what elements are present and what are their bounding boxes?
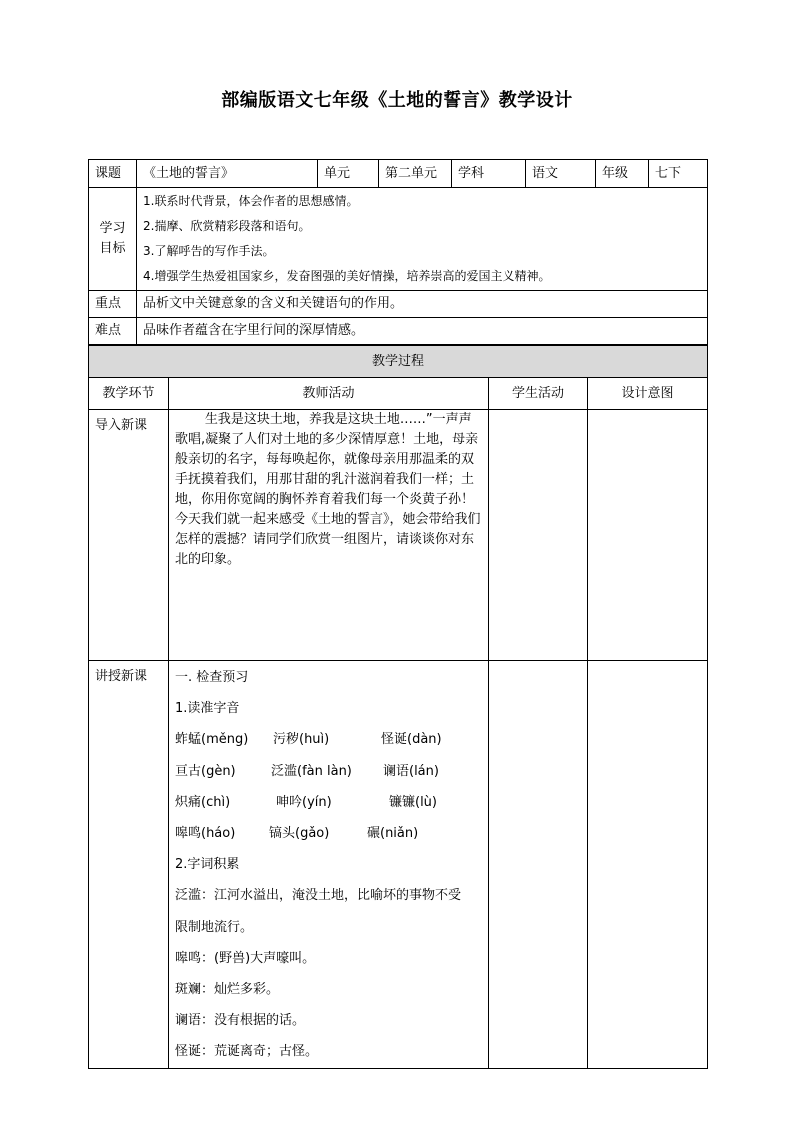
goals-row bbox=[89, 188, 708, 291]
col-student: 学生活动 bbox=[489, 378, 588, 410]
goal-item: 3.了解呼告的写作手法。 bbox=[143, 244, 275, 258]
subsection-heading: 2.字词积累 bbox=[175, 857, 240, 873]
pinyin-row bbox=[175, 756, 482, 787]
pinyin-item: 泛滥(fàn làn) bbox=[271, 763, 352, 779]
pinyin-item: 污秽(huì) bbox=[273, 732, 330, 748]
course-value: 《土地的誓言》 bbox=[137, 160, 318, 188]
unit-label: 单元 bbox=[318, 160, 379, 188]
pinyin-item: 镐头(gǎo) bbox=[269, 826, 330, 842]
pinyin-item: 碾(niǎn) bbox=[367, 826, 419, 842]
grade-label: 年级 bbox=[596, 160, 649, 188]
difficulty-value: 品味作者蕴含在字里行间的深厚情感。 bbox=[137, 318, 708, 345]
difficulty-label: 难点 bbox=[89, 318, 137, 345]
vocab-line: 怪诞：荒诞离奇；古怪。 bbox=[175, 1044, 319, 1060]
document-title: 部编版语文七年级《土地的誓言》教学设计 bbox=[221, 90, 573, 111]
goal-item: 4.增强学生热爱祖国家乡，发奋图强的美好情操，培养崇高的爱国主义精神。 bbox=[143, 269, 551, 283]
intro-text: 生我是这块土地，养我是这块土地……”一声声歌唱,凝聚了人们对土地的多少深情厚意！土地，母亲般亲切的名字，每每唤起你，就像母亲用那温柔的双手抚摸着我们，用那甘甜的乳汁滋润着我们一样；土地，你用你宽阔的胸怀养育着我们每一个炎黄子孙！ 今天我们就一起来感受《土地的誓言》，她会带给我们怎样的震撼？请同学们欣赏一组图片，请谈谈你对东北的印象。 bbox=[169, 410, 489, 661]
pinyin-item: 嗥鸣(háo) bbox=[175, 826, 236, 842]
process-title: 教学过程 bbox=[89, 346, 708, 378]
intro-row bbox=[89, 410, 708, 661]
key-point-row bbox=[89, 291, 708, 318]
unit-value: 第二单元 bbox=[379, 160, 452, 188]
process-header-row bbox=[89, 378, 708, 410]
pinyin-row bbox=[175, 818, 482, 849]
intro-intent-cell bbox=[588, 410, 708, 661]
pinyin-row bbox=[175, 724, 482, 755]
vocab-line: 限制地流行。 bbox=[175, 919, 254, 935]
section-heading: 一. 检查预习 bbox=[175, 670, 249, 685]
goals-label: 学习 目标 bbox=[89, 188, 137, 291]
subject-label: 学科 bbox=[452, 160, 526, 188]
intro-student-cell bbox=[489, 410, 588, 661]
lecture-stage: 讲授新课 bbox=[89, 661, 169, 1069]
pinyin-item: 镰镰(lù) bbox=[389, 794, 437, 810]
col-intent: 设计意图 bbox=[588, 378, 708, 410]
lecture-student-cell bbox=[489, 661, 588, 1069]
subsection-heading: 1.读准字音 bbox=[175, 701, 240, 717]
info-table bbox=[88, 159, 708, 345]
goal-item: 2.揣摩、欣赏精彩段落和语句。 bbox=[143, 219, 311, 233]
col-stage: 教学环节 bbox=[89, 378, 169, 410]
pinyin-item: 怪诞(dàn) bbox=[381, 732, 442, 748]
subject-value: 语文 bbox=[526, 160, 596, 188]
process-table bbox=[88, 345, 708, 1069]
goal-item: 1.联系时代背景，体会作者的思想感情。 bbox=[143, 194, 359, 208]
vocab-line: 嗥鸣：(野兽)大声嚎叫。 bbox=[175, 950, 316, 966]
pinyin-item: 炽痛(chì) bbox=[175, 794, 231, 810]
lecture-content bbox=[169, 661, 489, 1069]
pinyin-item: 呻吟(yín) bbox=[276, 794, 332, 810]
grade-value: 七下 bbox=[649, 160, 708, 188]
vocab-line: 泛滥：江河水溢出，淹没土地，比喻坏的事物不受 bbox=[175, 888, 462, 904]
pinyin-item: 蚱蜢(měng) bbox=[175, 732, 249, 748]
course-label: 课题 bbox=[89, 160, 137, 188]
vocab-line: 斑斓：灿烂多彩。 bbox=[175, 982, 280, 998]
difficulty-row bbox=[89, 318, 708, 345]
header-row bbox=[89, 160, 708, 188]
lecture-row bbox=[89, 661, 708, 1069]
intro-stage: 导入新课 bbox=[89, 410, 169, 661]
vocab-line: 谰语：没有根据的话。 bbox=[175, 1013, 306, 1029]
col-teacher: 教师活动 bbox=[169, 378, 489, 410]
key-point-label: 重点 bbox=[89, 291, 137, 318]
lecture-intent-cell bbox=[588, 661, 708, 1069]
pinyin-row bbox=[175, 787, 482, 818]
process-title-row bbox=[89, 346, 708, 378]
key-point-value: 品析文中关键意象的含义和关键语句的作用。 bbox=[137, 291, 708, 318]
pinyin-item: 谰语(lán) bbox=[383, 763, 439, 779]
goals-list bbox=[137, 188, 708, 291]
pinyin-item: 亘古(gèn) bbox=[175, 763, 236, 779]
